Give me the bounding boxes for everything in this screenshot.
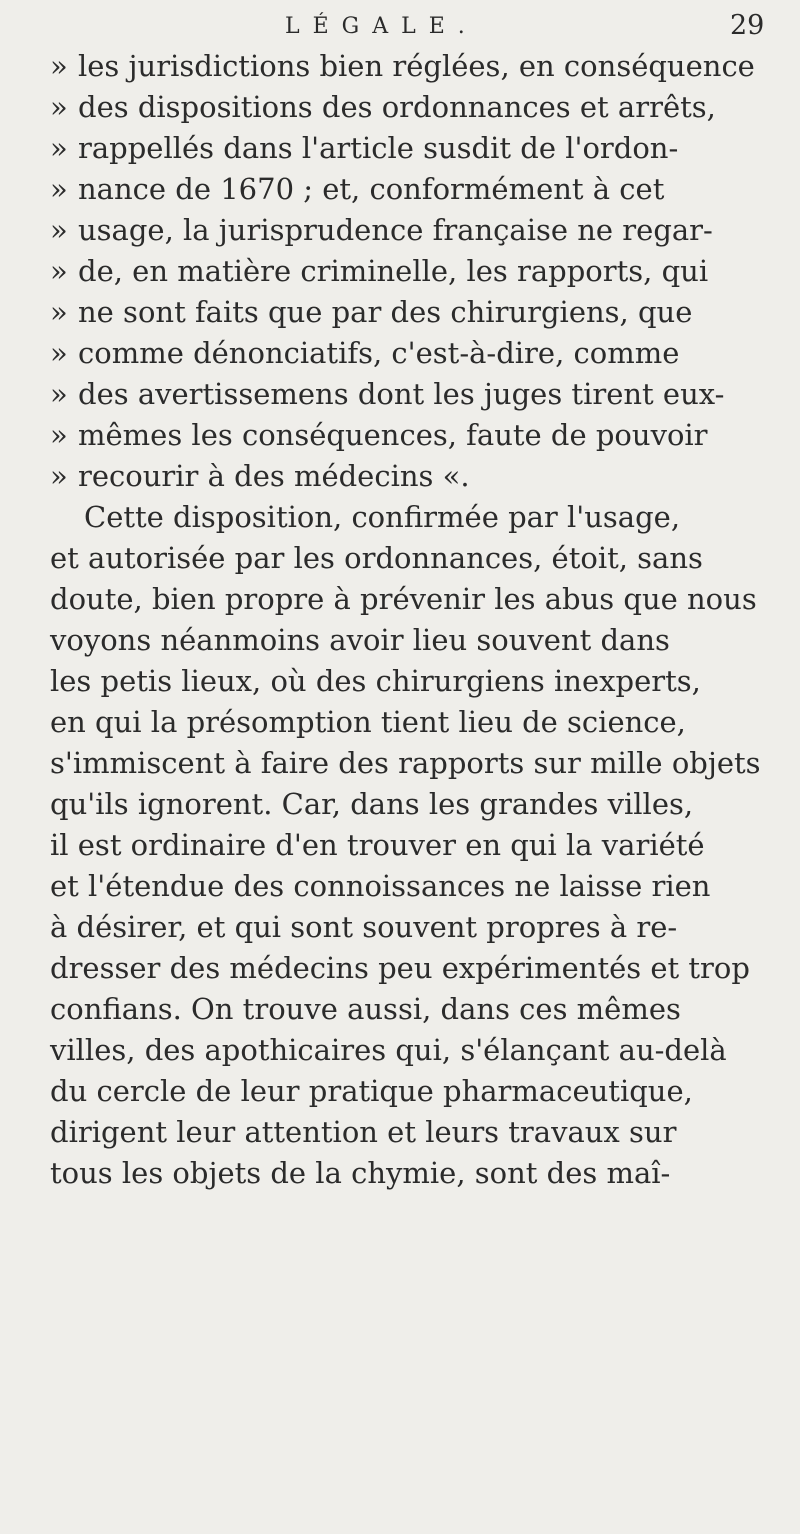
quoted-line: » les jurisdictions bien réglées, en conséquence — [50, 46, 765, 87]
quote-mark: » — [50, 49, 68, 83]
paragraph-line: confians. On trouve aussi, dans ces mêmes — [50, 992, 681, 1026]
quoted-line: » recourir à des médecins «. — [50, 456, 765, 497]
quote-mark: » — [50, 295, 68, 329]
quoted-line: » mêmes les conséquences, faute de pouvoir — [50, 415, 765, 456]
quote-mark: » — [50, 213, 68, 247]
quote-mark: » — [50, 459, 68, 493]
quoted-line: » des dispositions des ordonnances et arrêts, — [50, 87, 765, 128]
quoted-line: » ne sont faits que par des chirurgiens, que — [50, 292, 765, 333]
paragraph-line: et l'étendue des connoissances ne laisse rien — [50, 869, 711, 903]
quote-mark: » — [50, 336, 68, 370]
quote-mark: » — [50, 254, 68, 288]
quoted-line: » nance de 1670 ; et, conformément à cet — [50, 169, 765, 210]
paragraph-line: doute, bien propre à prévenir les abus que nous — [50, 582, 757, 616]
paragraph-line: les petis lieux, où des chirurgiens inexperts, — [50, 664, 701, 698]
quote-mark: » — [50, 90, 68, 124]
paragraph-line: villes, des apothicaires qui, s'élançant au-delà — [50, 1033, 727, 1067]
paragraph-line: voyons néanmoins avoir lieu souvent dans — [50, 623, 670, 657]
paragraph-line: s'immiscent à faire des rapports sur mille objets — [50, 746, 761, 780]
quote-mark: » — [50, 172, 68, 206]
page-header — [0, 8, 800, 48]
quoted-line: » rappellés dans l'article susdit de l'ordon- — [50, 128, 765, 169]
paragraph-line: qu'ils ignorent. Car, dans les grandes villes, — [50, 787, 694, 821]
paragraph-line: il est ordinaire d'en trouver en qui la variété — [50, 828, 705, 862]
quoted-line: » de, en matière criminelle, les rapports, qui — [50, 251, 765, 292]
paragraph-line: dresser des médecins peu expérimentés et trop — [50, 951, 750, 985]
quote-mark: » — [50, 131, 68, 165]
paragraph-line: du cercle de leur pratique pharmaceutique, — [50, 1074, 693, 1108]
text-block — [50, 46, 765, 1194]
paragraph-line: tous les objets de la chymie, sont des maî- — [50, 1156, 671, 1190]
running-title: LÉGALE. — [285, 14, 478, 39]
page-number: 29 — [730, 10, 765, 41]
quoted-line: » comme dénonciatifs, c'est-à-dire, comme — [50, 333, 765, 374]
paragraph-line: en qui la présomption tient lieu de science, — [50, 705, 686, 739]
paragraph-line: à désirer, et qui sont souvent propres à re- — [50, 910, 678, 944]
paragraph-line: Cette disposition, confirmée par l'usage, — [84, 500, 681, 534]
quoted-line: » usage, la jurisprudence française ne regar- — [50, 210, 765, 251]
quote-mark: » — [50, 377, 68, 411]
paragraph-line: dirigent leur attention et leurs travaux sur — [50, 1115, 677, 1149]
quoted-line: » des avertissemens dont les juges tirent eux- — [50, 374, 765, 415]
quote-mark: » — [50, 418, 68, 452]
paragraph-line: et autorisée par les ordonnances, étoit, sans — [50, 541, 703, 575]
